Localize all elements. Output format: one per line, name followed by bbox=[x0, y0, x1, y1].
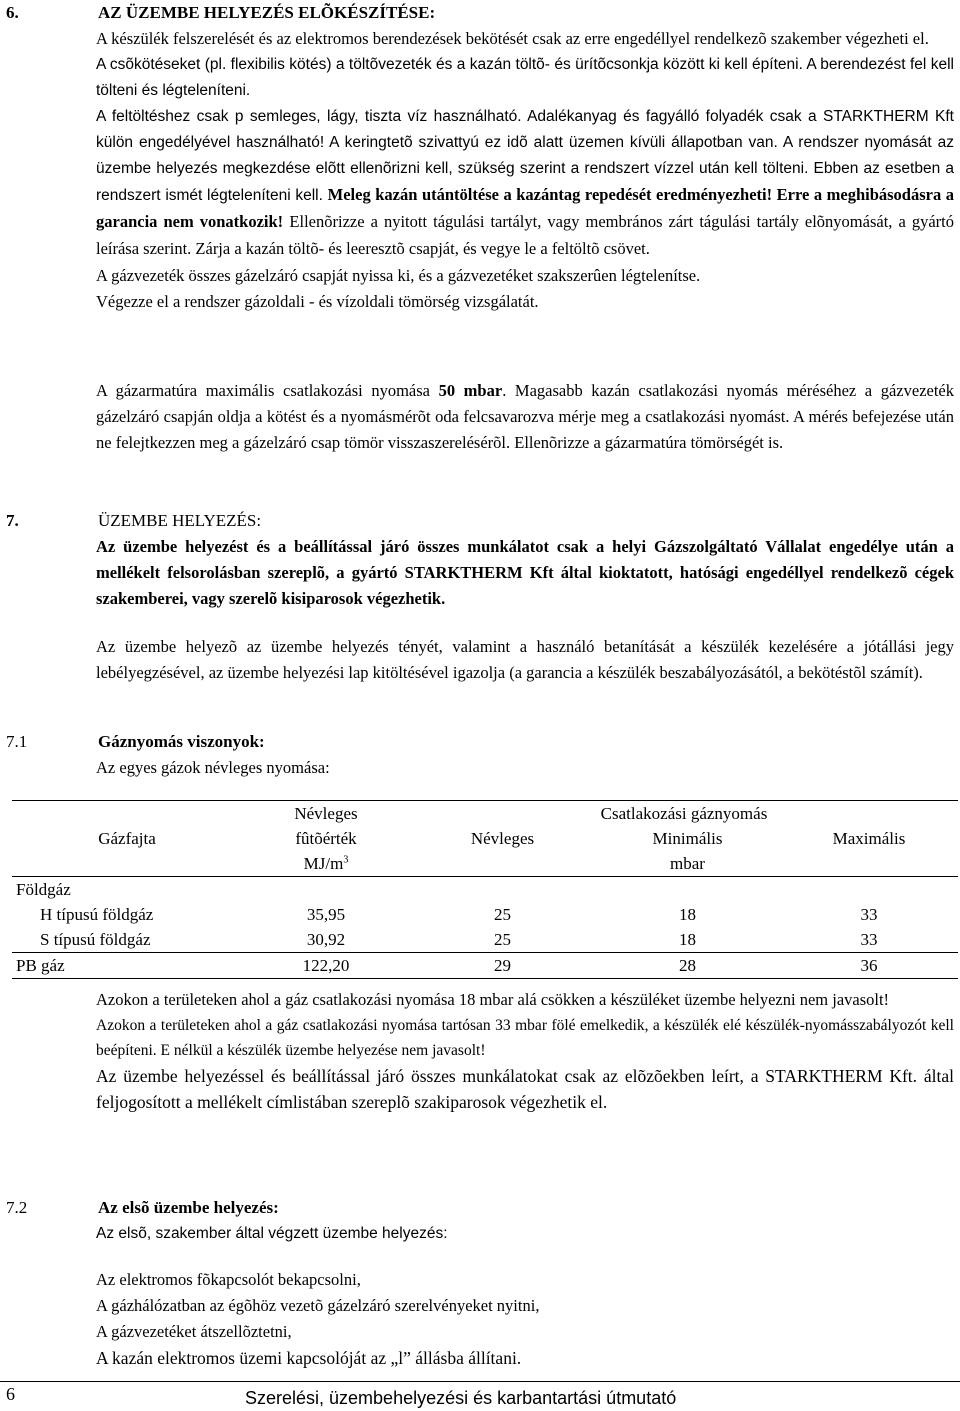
minimum-value: 18 bbox=[595, 927, 780, 953]
section-7-2-intro bbox=[96, 1221, 954, 1247]
section-6-heading bbox=[6, 0, 435, 26]
minimum-value: 18 bbox=[679, 905, 696, 924]
section-7-body bbox=[96, 534, 954, 686]
paragraph: A csõkötéseket (pl. flexibilis kötés) a töltõvezeték és a kazán töltõ- és ürítõcsonkja között ki kell építeni. A berendezést fel kell tölteni és légteleníteni. bbox=[96, 56, 954, 99]
text-run: A gázarmatúra maximális csatlakozási nyomása bbox=[96, 381, 439, 400]
gas-name: PB gáz bbox=[12, 953, 242, 979]
gas-name: H típusú földgáz bbox=[40, 905, 154, 924]
header-heat-line2: fûtõérték bbox=[295, 829, 357, 848]
nominal-value: 25 bbox=[410, 927, 595, 953]
header-nominal: Névleges bbox=[470, 829, 535, 848]
group-label: Földgáz bbox=[16, 880, 71, 899]
paragraph: A készülék felszerelését és az elektromos berendezések bekötését csak az erre engedéllyel rendelkezõ szakember végezheti el. bbox=[96, 29, 929, 48]
gas-name: S típusú földgáz bbox=[12, 927, 242, 953]
table-row bbox=[12, 927, 958, 953]
page-number: 6 bbox=[6, 1384, 15, 1404]
paragraph: Azokon a területeken ahol a gáz csatlakozási nyomása 18 mbar alá csökken a készüléket üzembe helyezni nem javasolt! bbox=[96, 990, 890, 1009]
footer-title: Szerelési, üzembehelyezési és karbantartási útmutató bbox=[245, 1388, 677, 1408]
header-connection-pressure: Csatlakozási gáznyomás bbox=[410, 801, 958, 827]
section-number: 6. bbox=[6, 3, 19, 22]
section-7-1-intro bbox=[96, 755, 954, 781]
maximum-value: 36 bbox=[780, 953, 958, 979]
list-item: Az elektromos fõkapcsolót bekapcsolni, bbox=[96, 1270, 361, 1289]
section-7-1-notes bbox=[96, 987, 954, 1115]
pressure-value: 50 mbar bbox=[438, 381, 503, 400]
section-number: 7.1 bbox=[6, 732, 28, 751]
table-row bbox=[12, 902, 958, 927]
section-number: 7.2 bbox=[6, 1198, 28, 1217]
text-run: A feltöltéshez csak p semleges, lágy, tiszta víz használható. Adalékanyag és fagyálló folyadék csak a STARKTHERM Kft külön engedélyével használható! A keringtetõ szivattyú ez idõ alatt üzemen kívüli állapotban van. A rendszer nyomását az üzembe helyezés megkezdése elõtt ellenõrizni kell, szükség szerint a rendszert vízzel után kell tölteni. Ebben az esetben a rendszert ismét légteleníteni kell. bbox=[96, 108, 954, 204]
section-7-heading bbox=[6, 508, 261, 534]
heat-value: 122,20 bbox=[242, 953, 410, 979]
paragraph: A gázvezeték összes gázelzáró csapját nyissa ki, és a gázvezetéket szakszerûen légtelenítse. bbox=[96, 266, 701, 285]
paragraph: Az üzembe helyezõ az üzembe helyezés tényét, valamint a használó betanítását a készülék kezelésére a jótállási jegy lebélyegzésével, az üzembe helyezési lap kitöltésével igazolja (a garancia a készülék beszabályozásától, a bekötéstõl számít). bbox=[96, 637, 954, 682]
section-6-gas-armature bbox=[96, 378, 954, 456]
minimum-value: 28 bbox=[595, 953, 780, 979]
heat-value: 30,92 bbox=[242, 927, 410, 953]
section-7-2-heading bbox=[6, 1195, 279, 1221]
section-title: Gáznyomás viszonyok: bbox=[98, 732, 265, 751]
authorization-paragraph: Az üzembe helyezést és a beállítással járó összes munkálatot csak a helyi Gázszolgáltató Vállalat engedélye után a mellékelt felsorolásban szereplõ, a gyártó STARKTHERM Kft által kioktatott, hatósági engedéllyel rendelkezõ cégek szakemberei, vagy szerelõ kisiparosok végezhetik. bbox=[96, 537, 954, 608]
paragraph bbox=[96, 378, 954, 456]
table-header-row bbox=[12, 826, 958, 851]
section-7-1-heading bbox=[6, 729, 265, 755]
table-row bbox=[12, 953, 958, 979]
footer-rule bbox=[0, 1381, 960, 1382]
text-run: . Magasabb kazán csatlakozási nyomás méréséhez a gázvezeték gázelzáró csapján oldja a kötést és a nyomásmérõt oda felcsavarozva mérje meg a csatlakozási nyomást. A mérés befejezése után ne felejtkezzen meg a gázelzáró csap tömör visszaszerelésérõl. Ellenõrizze a gázarmatúra tömörségét is. bbox=[96, 381, 954, 452]
paragraph: Az üzembe helyezéssel és beállítással járó összes munkálatokat csak az elõzõekben leírt, a STARKTHERM Kft. által feljogosított a mellékelt címlistában szereplõ szakiparosok végezhetik el. bbox=[96, 1066, 954, 1112]
section-6-body bbox=[96, 26, 954, 315]
table-header-row bbox=[12, 801, 958, 827]
section-number: 7. bbox=[6, 511, 19, 530]
table-header-row bbox=[12, 851, 958, 877]
list-item: A gázvezetéket átszellõztetni, bbox=[96, 1322, 292, 1341]
nominal-value: 29 bbox=[410, 953, 595, 979]
paragraph bbox=[96, 104, 954, 263]
maximum-value: 33 bbox=[780, 927, 958, 953]
header-heat-line1: Névleges bbox=[242, 801, 410, 827]
header-heat-unit bbox=[242, 851, 410, 877]
header-gas-type: Gázfajta bbox=[98, 829, 156, 848]
header-maximum: Maximális bbox=[832, 829, 906, 848]
unit-superscript: 3 bbox=[343, 854, 349, 866]
paragraph: Azokon a területeken ahol a gáz csatlakozási nyomása tartósan 33 mbar fölé emelkedik, a készülék elé készülék-nyomásszabályozót kell beépíteni. E nélkül a készülék üzembe helyezése nem javasolt! bbox=[96, 1017, 954, 1059]
unit-text: MJ/m bbox=[303, 854, 344, 873]
section-title: Az elsõ üzembe helyezés: bbox=[98, 1198, 279, 1217]
heat-value: 35,95 bbox=[306, 905, 346, 924]
first-startup-steps bbox=[96, 1267, 954, 1371]
gas-pressure-table bbox=[12, 800, 958, 979]
nominal-value: 25 bbox=[494, 905, 511, 924]
warning-text: Meleg kazán utántöltése a kazántag repedését eredményezheti! Erre a meghibásodásra a garancia nem vonatkozik! bbox=[96, 185, 955, 231]
table-row bbox=[12, 877, 958, 903]
list-item: A gázhálózatban az égõhöz vezetõ gázelzáró szerelvényeket nyitni, bbox=[96, 1296, 540, 1315]
section-title: AZ ÜZEMBE HELYEZÉS ELÕKÉSZÍTÉSE: bbox=[98, 3, 436, 22]
paragraph: Végezze el a rendszer gázoldali - és vízoldali tömörség vizsgálatát. bbox=[96, 292, 539, 311]
header-minimum: Minimális bbox=[652, 829, 723, 848]
maximum-value: 33 bbox=[860, 905, 878, 924]
section-title: ÜZEMBE HELYEZÉS: bbox=[98, 511, 262, 530]
paragraph: Az egyes gázok névleges nyomása: bbox=[96, 758, 330, 777]
list-item: A kazán elektromos üzemi kapcsolóját az „l” állásba állítani. bbox=[96, 1348, 522, 1368]
text-run: Ellenõrizze a nyitott tágulási tartályt, vagy membrános zárt tágulási tartály elõnyomását, a gyártó leírása szerint. Zárja a kazán töltõ- és leeresztõ csapját, és vegye le a feltöltõ csövet. bbox=[96, 212, 954, 258]
header-unit: mbar bbox=[595, 851, 780, 877]
paragraph: Az elsõ, szakember által végzett üzembe helyezés: bbox=[96, 1225, 448, 1242]
